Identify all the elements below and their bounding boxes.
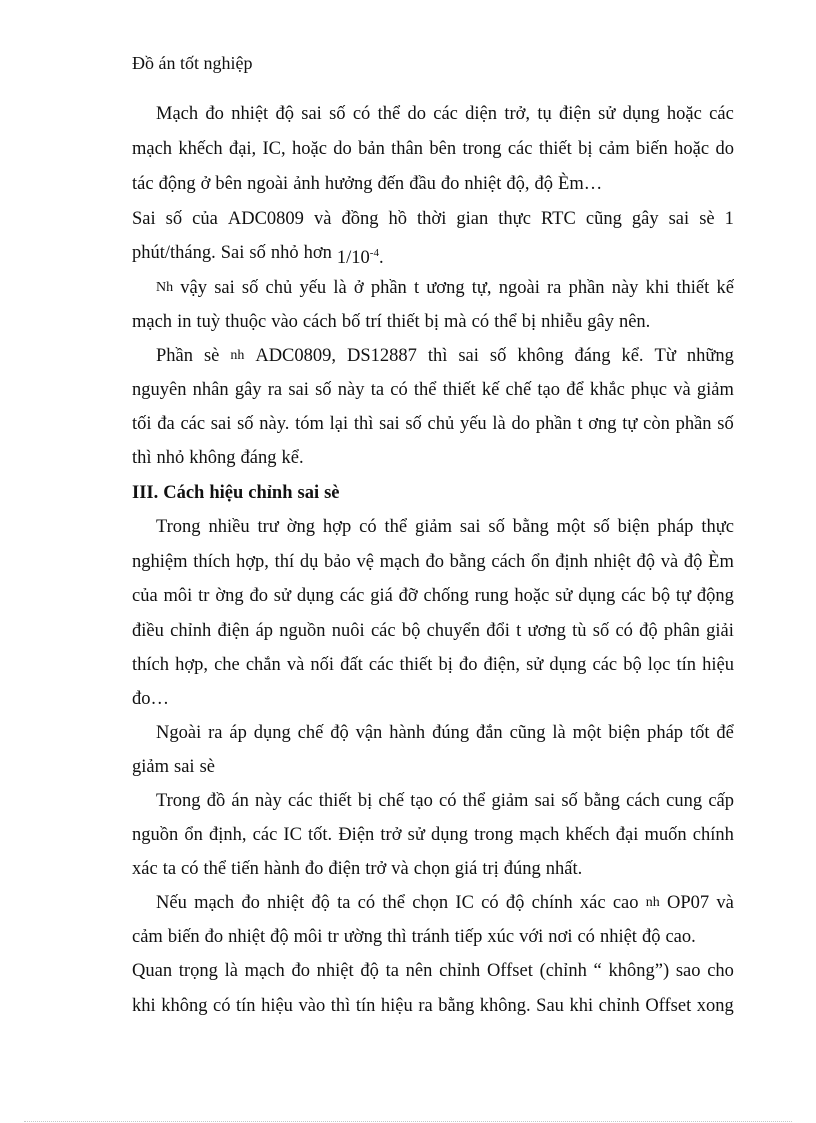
text-line: mạch khếch đại, IC, hoặc do bản thân bên trong các thiết bị cảm biến hoặc do [132,139,734,159]
text-line: nguyên nhân gây ra sai số này ta có thể thiết kế chế tạo để khắc phục và giảm [132,380,734,400]
text-line: xác ta có thể tiến hành đo điện trở và chọn giá trị đúng nhất. [132,859,583,879]
text-line: cảm biến đo nhiệt độ môi tr ường thì tránh tiếp xúc với nơi có nhiệt độ cao. [132,927,696,947]
text-line: Ngoài ra áp dụng chế độ vận hành đúng đắn cũng là một biện pháp tốt để [156,723,734,743]
text-line: điều chỉnh điện áp nguồn nuôi các bộ chuyển đổi t ương tù số có độ phân giải [132,621,734,641]
text-line: Mạch đo nhiệt độ sai số có thể do các diện trở, tụ điện sử dụng hoặc các [156,104,734,124]
text-line: Nh vậy sai số chủ yếu là ở phần t ương tự, ngoài ra phần này khi thiết kế [156,278,734,298]
text-line: Phần sè nh ADC0809, DS12887 thì sai số không đáng kể. Từ những [156,346,734,366]
text-line: nghiệm thích hợp, thí dụ bảo vệ mạch đo bằng cách ổn định nhiệt độ và độ Èm [132,552,734,572]
text-line: Trong nhiều trư ờng hợp có thể giảm sai số bằng một số biện pháp thực [156,517,734,537]
text-line: Trong đồ án này các thiết bị chế tạo có thể giảm sai số bằng cách cung cấp [156,791,734,811]
text-line: thích hợp, che chắn và nối đất các thiết bị đo điện, sử dụng các bộ lọc tín hiệu [132,655,734,675]
text-line: đo… [132,689,169,709]
section-heading: III. Cách hiệu chỉnh sai sè [132,483,340,503]
text-line: phút/tháng. Sai số nhỏ hơn $1/10^{-4}$. [132,243,384,268]
text-line: tác động ở bên ngoài ảnh hưởng đến đầu đo nhiệt độ, độ Èm… [132,174,603,194]
text-line: giảm sai sè [132,757,215,777]
page-header: Đồ án tốt nghiệp [132,53,253,73]
text-line: tối đa các sai số này. tóm lại thì sai số chủ yếu là do phần t ơng tự còn phần số [132,414,734,434]
page-footer-rule [24,1121,792,1122]
text-line: Quan trọng là mạch đo nhiệt độ ta nên chỉnh Offset (chỉnh “ không”) sao cho [132,961,734,981]
text-line: mạch in tuỳ thuộc vào cách bố trí thiết bị mà có thể bị nhiễu gây nên. [132,312,651,332]
text-line: của môi tr ờng đo sử dụng các giá đỡ chống rung hoặc sử dụng các bộ tự động [132,586,734,606]
text-line: khi không có tín hiệu vào thì tín hiệu ra bằng không. Sau khi chỉnh Offset xong [132,996,734,1016]
text-line: Nếu mạch đo nhiệt độ ta có thể chọn IC có độ chính xác cao nh OP07 và [156,893,734,913]
text-line: Sai số của ADC0809 và đồng hồ thời gian thực RTC cũng gây sai sè 1 [132,209,734,229]
text-line: thì nhỏ không đáng kể. [132,448,304,468]
text-line: nguồn ổn định, các IC tốt. Điện trở sử dụng trong mạch khếch đại muốn chính [132,825,734,845]
